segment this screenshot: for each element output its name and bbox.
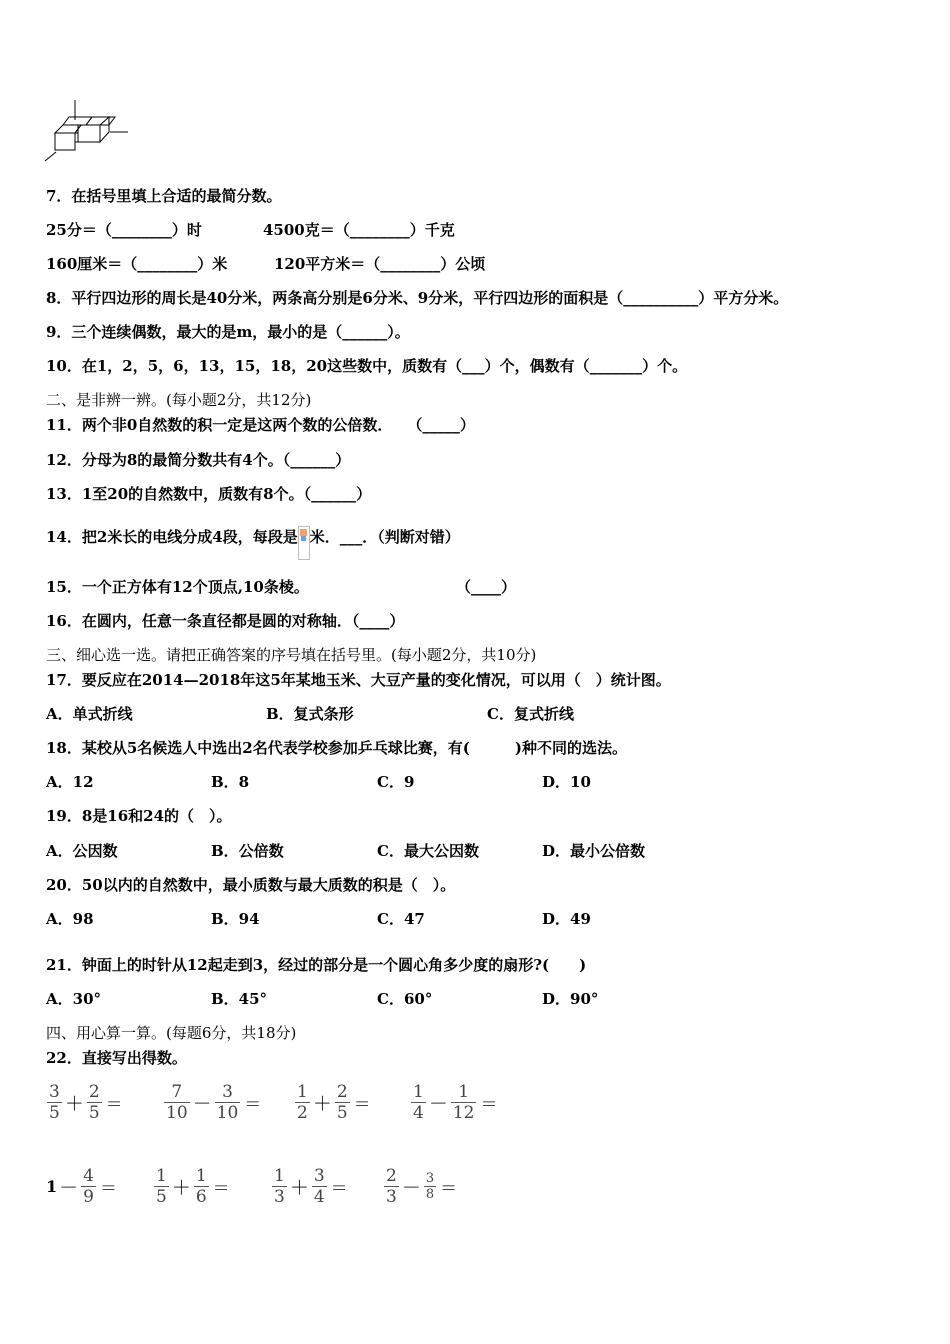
q14-text-after: 米．___．（判断对错） xyxy=(309,528,460,546)
q21-option-a: A．30° xyxy=(46,990,102,1008)
fraction: $\frac{3}{5}$ xyxy=(49,1082,60,1123)
q18-option-a: A．12 xyxy=(46,773,94,791)
q15-answer-blank: （____） xyxy=(456,578,517,596)
q7-row1-a: 25分＝（________）时 xyxy=(46,221,202,239)
q17-option-a: A．单式折线 xyxy=(46,705,133,723)
fraction: $\frac{2}{5}$ xyxy=(88,1082,100,1123)
fraction: $\frac{2}{5}$ xyxy=(336,1082,348,1123)
question-12: 12．分母为8的最简分数共有4个。（______） xyxy=(46,451,351,469)
question-21: 21．钟面上的时针从12起走到3，经过的部分是一个圆心角多少度的扇形?( ) xyxy=(46,956,587,974)
q20-option-a: A．98 xyxy=(46,910,94,928)
question-15: 15．一个正方体有12个顶点,10条棱。 xyxy=(46,578,309,596)
calc-2-2: $\frac{1}{5}$ ＋ $\frac{1}{6}$ ＝ xyxy=(156,1166,230,1207)
fraction: $\frac{4}{9}$ xyxy=(83,1166,94,1207)
calc-1-3: $\frac{1}{2}$ ＋ $\frac{2}{5}$ ＝ xyxy=(297,1082,371,1123)
fraction: $\frac{1}{2}$ xyxy=(297,1082,308,1123)
q17-option-c: C．复式折线 xyxy=(487,705,574,723)
q17-option-b: B．复式条形 xyxy=(266,705,354,723)
fraction: $\frac{7}{10}$ xyxy=(166,1082,188,1123)
q21-option-c: C．60° xyxy=(377,990,433,1008)
fraction: $\frac{1}{4}$ xyxy=(413,1082,424,1123)
question-14 xyxy=(46,526,460,560)
q20-option-d: D．49 xyxy=(542,910,591,928)
cube-figure xyxy=(40,95,135,165)
calc-2-3: $\frac{1}{3}$ ＋ $\frac{3}{4}$ ＝ xyxy=(274,1166,348,1207)
question-22: 22．直接写出得数。 xyxy=(46,1049,187,1067)
calc-1-4: $\frac{1}{4}$ － $\frac{1}{12}$ ＝ xyxy=(413,1082,498,1123)
calc-2-4: $\frac{2}{3}$ － $\frac{3}{8}$ ＝ xyxy=(386,1166,458,1207)
section-4-heading: 四、用心算一算。(每题6分，共18分) xyxy=(46,1024,297,1042)
fraction: $\frac{3}{4}$ xyxy=(313,1166,325,1207)
question-9: 9．三个连续偶数，最大的是m，最小的是（______）。 xyxy=(46,323,410,341)
question-10: 10．在1，2，5，6，13，15，18，20这些数中，质数有（___）个，偶数有（_______）个。 xyxy=(46,357,688,375)
fraction: $\frac{3}{8}$ xyxy=(425,1171,435,1202)
q18-option-d: D．10 xyxy=(542,773,591,791)
q20-option-b: B．94 xyxy=(211,910,260,928)
q14-text-before: 14．把2米长的电线分成4段，每段是 xyxy=(46,528,298,546)
calc-1-1: $\frac{3}{5}$ ＋ $\frac{2}{5}$ ＝ xyxy=(49,1082,123,1123)
question-18: 18．某校从5名候选人中选出2名代表学校参加乒乓球比赛，有( )种不同的选法。 xyxy=(46,739,627,757)
question-7: 7．在括号里填上合适的最简分数。 xyxy=(46,187,282,205)
question-11: 11．两个非0自然数的积一定是这两个数的公倍数． （_____） xyxy=(46,416,475,434)
q19-option-d: D．最小公倍数 xyxy=(542,842,646,860)
fraction: $\frac{1}{5}$ xyxy=(156,1166,167,1207)
q21-option-b: B．45° xyxy=(211,990,268,1008)
q7-row1-b: 4500克＝（________）千克 xyxy=(263,221,455,239)
calc-1-2: $\frac{7}{10}$ － $\frac{3}{10}$ ＝ xyxy=(166,1082,262,1123)
fraction: $\frac{1}{6}$ xyxy=(195,1166,207,1207)
fraction: $\frac{2}{3}$ xyxy=(386,1166,397,1207)
fraction: $\frac{1}{3}$ xyxy=(274,1166,285,1207)
calc-2-1: 1 － $\frac{4}{9}$ ＝ xyxy=(46,1166,117,1207)
q7-row2-a: 160厘米＝（________）米 xyxy=(46,255,228,273)
section-3-heading: 三、细心选一选。请把正确答案的序号填在括号里。(每小题2分，共10分) xyxy=(46,646,537,664)
section-2-heading: 二、是非辨一辨。(每小题2分，共12分) xyxy=(46,391,312,409)
fraction: $\frac{1}{12}$ xyxy=(452,1082,475,1123)
question-16: 16．在圆内，任意一条直径都是圆的对称轴．（____） xyxy=(46,612,405,630)
question-17: 17．要反应在2014—2018年这5年某地玉米、大豆产量的变化情况，可以用（ ）统计图。 xyxy=(46,671,671,689)
fraction: $\frac{3}{10}$ xyxy=(216,1082,239,1123)
q7-row2-b: 120平方米＝（________）公顷 xyxy=(274,255,486,273)
q19-option-c: C．最大公因数 xyxy=(377,842,479,860)
q18-option-c: C．9 xyxy=(377,773,415,791)
question-20: 20．50以内的自然数中，最小质数与最大质数的积是（ ）。 xyxy=(46,876,456,894)
q19-option-a: A．公因数 xyxy=(46,842,118,860)
question-19: 19．8是16和24的（ ）。 xyxy=(46,807,232,825)
q18-option-b: B．8 xyxy=(211,773,250,791)
broken-image-icon xyxy=(298,526,310,560)
question-13: 13．1至20的自然数中，质数有8个。（______） xyxy=(46,485,372,503)
q19-option-b: B．公倍数 xyxy=(211,842,284,860)
question-8: 8．平行四边形的周长是40分米，两条高分别是6分米、9分米，平行四边形的面积是（__________）平方分米。 xyxy=(46,289,789,307)
q21-option-d: D．90° xyxy=(542,990,599,1008)
q20-option-c: C．47 xyxy=(377,910,425,928)
